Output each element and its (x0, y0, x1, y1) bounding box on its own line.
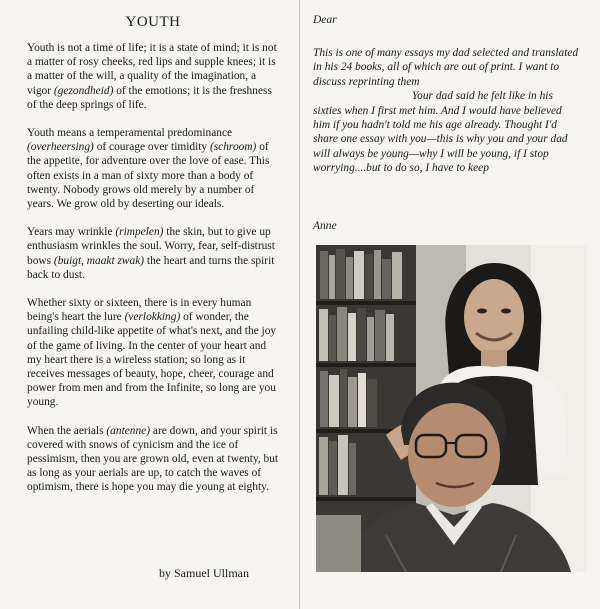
essay-text: Years may wrinkle (27, 226, 116, 239)
letter-column (313, 14, 581, 176)
essay-paragraph (27, 225, 279, 282)
dutch-gloss: (rimpelen) (115, 226, 164, 239)
essay-text: Whether sixty or sixteen, there is in every human being's heart the lure (27, 297, 252, 324)
essay-author: by Samuel Ullman (159, 566, 249, 580)
letter-salutation: Dear (313, 14, 337, 26)
essay-text: the skin, but to give up enthusiasm wrinkles the soul. Worry, fear, self-distrust bows (27, 226, 275, 267)
essay-paragraph (27, 41, 279, 112)
essay-title: YOUTH (125, 14, 181, 30)
dutch-gloss: (antenne) (106, 424, 151, 437)
letter-text-part-1: This is one of many essays my dad selected and translated in his 24 books, all of which are out of print. I want to discuss reprinting them (313, 47, 579, 88)
dutch-gloss: (verlokking) (124, 311, 181, 324)
essay-text: of courage over timidity (93, 141, 210, 154)
essay-text: When the aerials (27, 424, 107, 437)
essay-paragraph (27, 424, 279, 495)
essay-text: Youth is not a time of life; it is a state of mind; it is not a matter of rosy cheeks, red lips and supple knees; it is a matter of the will, a quality of the imagination, a vigor (27, 42, 277, 97)
dutch-gloss: (gezondheid) (53, 84, 114, 97)
dutch-gloss: (schroom) (209, 141, 257, 154)
essay-paragraph (27, 126, 279, 211)
essay-text: of wonder, the unfailing child-like appetite of what's next, and the joy of the game of living. In the center of your heart and my heart there is a wireless station; so long as it receives messages of beauty, hope, cheer, courage and power from men and from the Infinite, so long are you young. (27, 311, 277, 409)
essay-text: are down, and your spirit is covered with snows of cynicism and the ice of pessimism, then you are grown old, even at twenty, but as long as your aerials are up, to catch the waves of optimism, there is hope you may die young at eighty. (27, 424, 279, 494)
family-photo (316, 245, 587, 572)
essay-text: Youth means a temperamental predominance (27, 127, 233, 140)
photo-illustration (316, 245, 587, 572)
essay-text: of the appetite, for adventure over the love of ease. This often exists in a man of sixty more than a body of twenty. Nobody grows old merely by a number of years. We grow old by deserting our ideals. (27, 141, 270, 211)
essay-text: of the emotions; it is the freshness of the deep springs of life. (27, 84, 272, 111)
essay-column (27, 14, 279, 509)
letter-text-part-2: Your dad said he felt like in his sixties when I first met him. And I would have believed him if you hadn't told me his age already. Thought I'd share one essay with you—this is why you and your dad will always be young—why I will be young, if I stop worrying....but to do so, I have to keep (313, 90, 568, 175)
dutch-gloss: (buigt, maakt zwak) (53, 254, 145, 267)
letter-signoff: Anne (313, 220, 337, 232)
letter-body (313, 46, 581, 176)
essay-paragraph (27, 296, 279, 410)
essay-text: the heart and turns the spirit back to dust. (27, 254, 275, 281)
essay-body (27, 41, 279, 495)
fold-divider (299, 0, 300, 609)
dutch-gloss: (overheersing) (27, 141, 94, 154)
